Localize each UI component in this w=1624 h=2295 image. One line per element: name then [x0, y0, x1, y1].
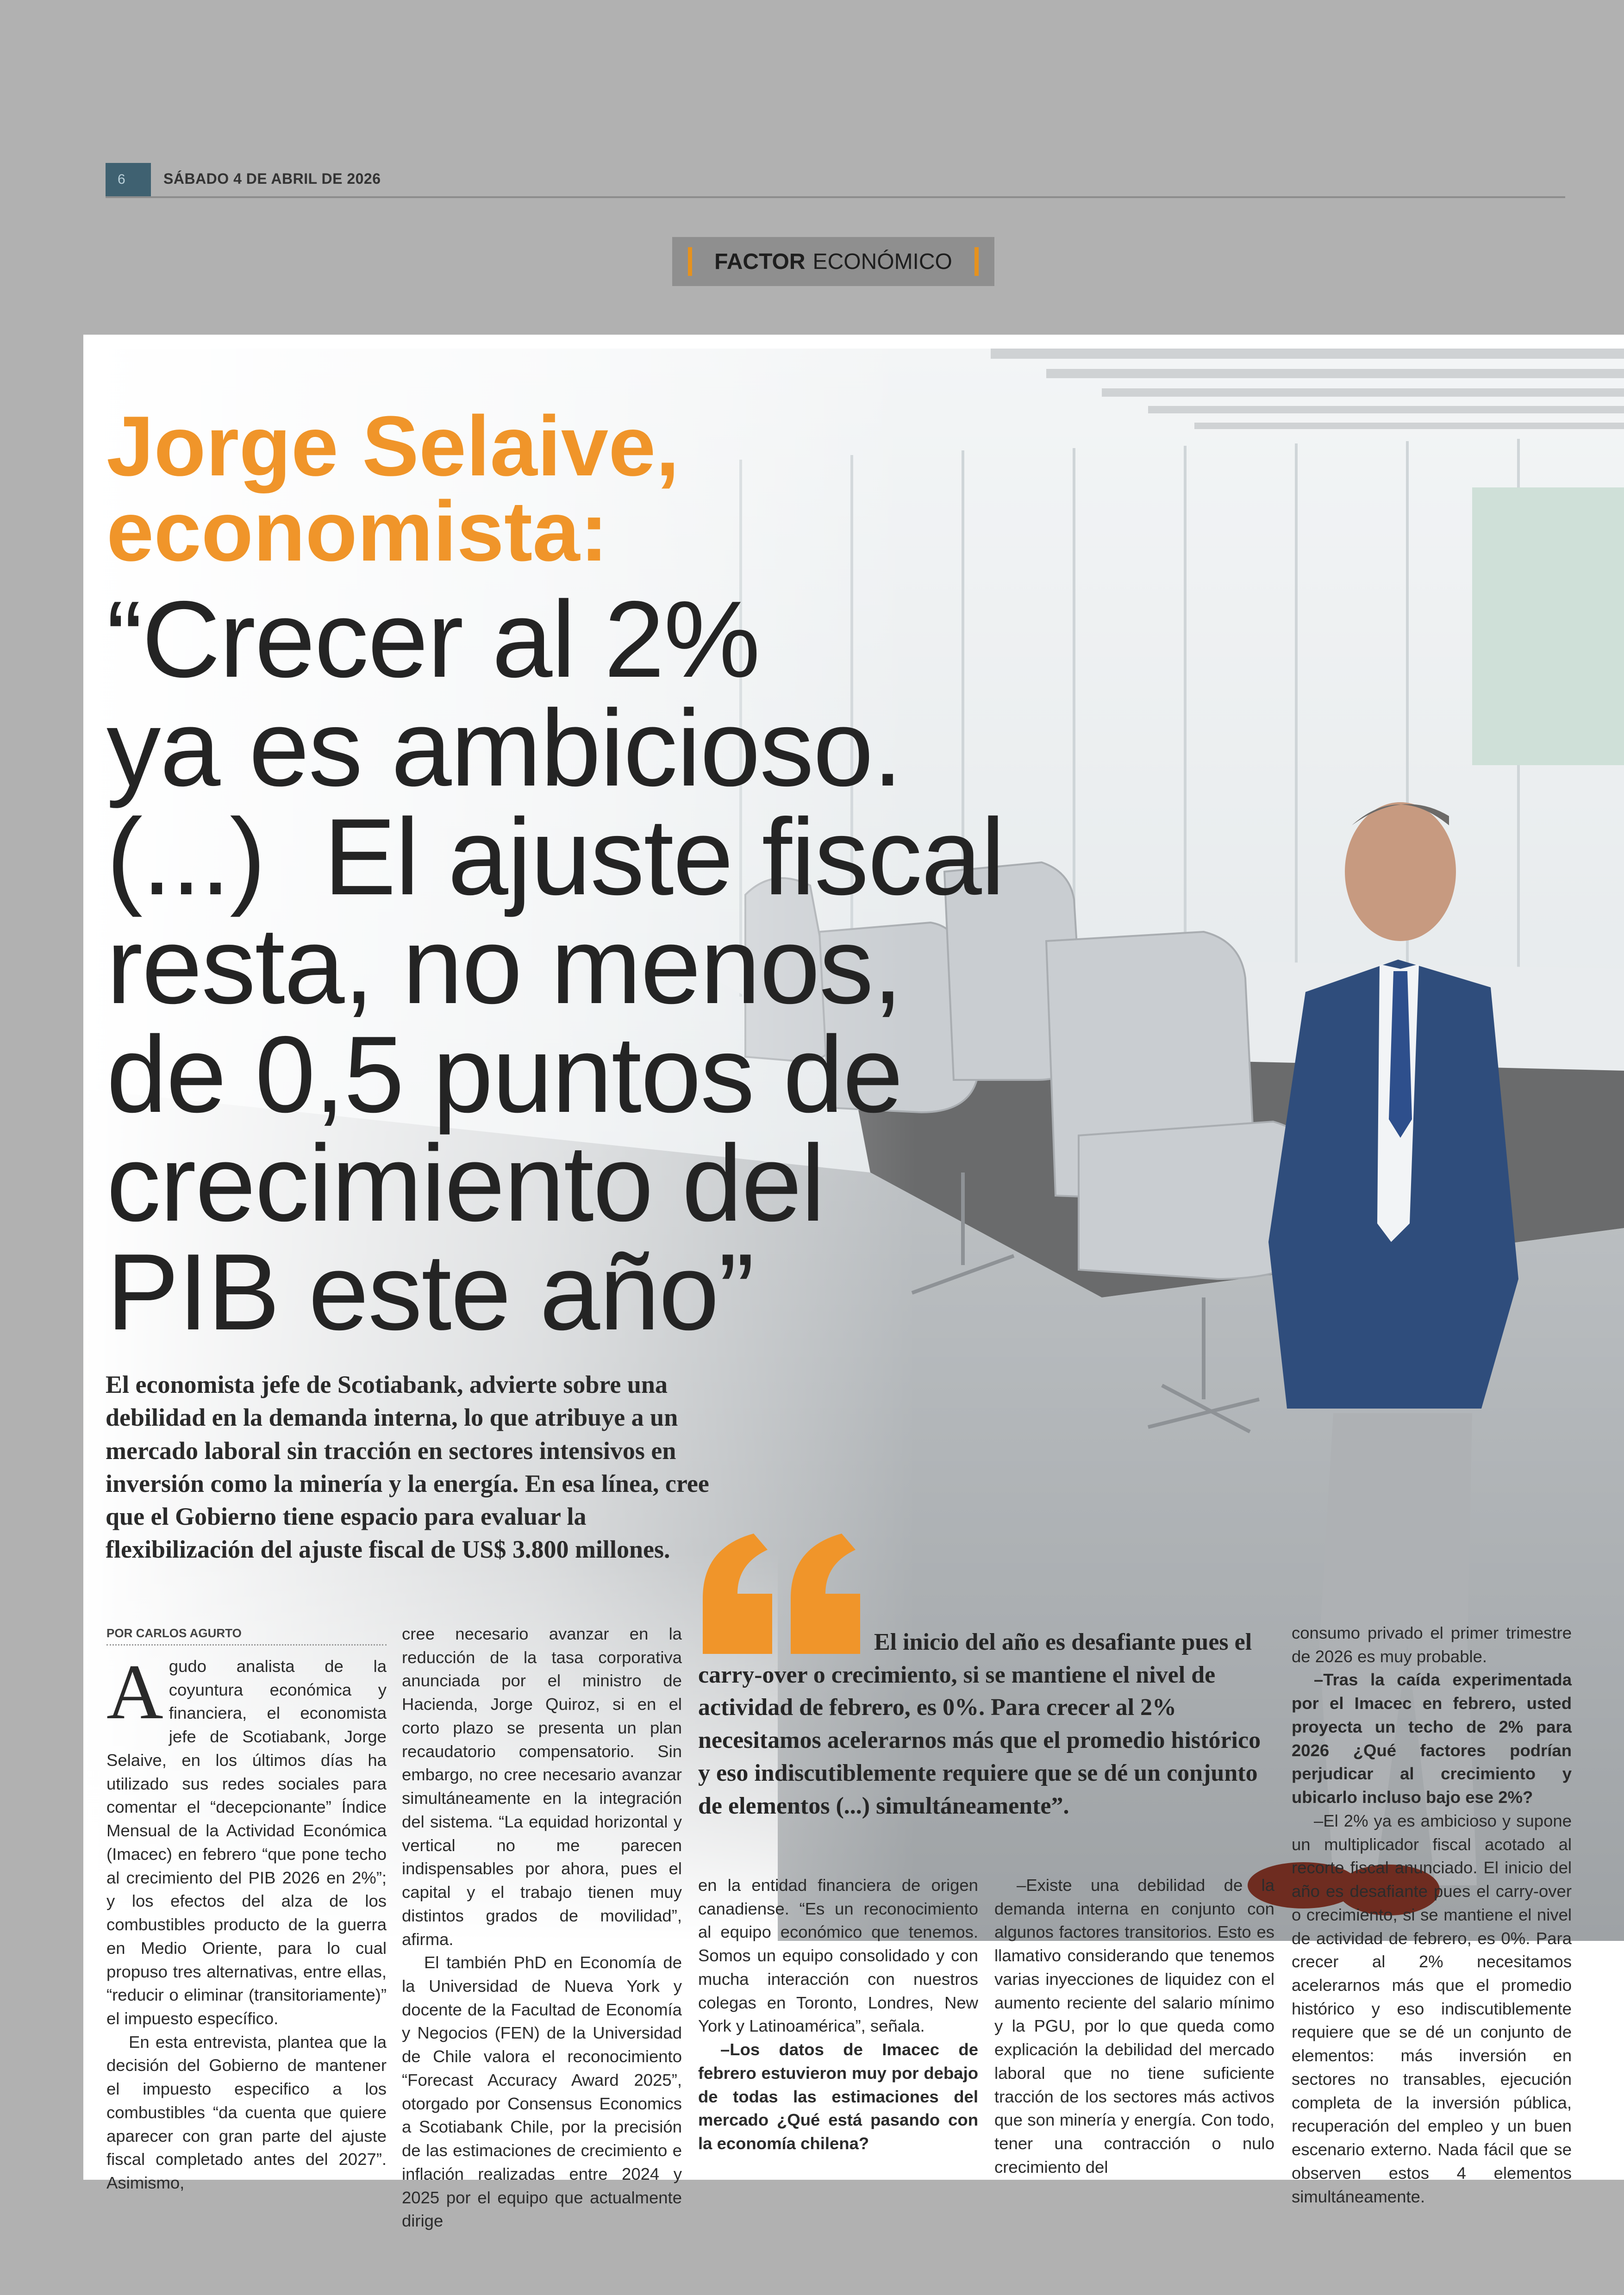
headline-line: ya es ambicioso.	[106, 687, 902, 809]
column-5	[1292, 1621, 1572, 2208]
headline	[106, 578, 1004, 1353]
pull-quote-text: El inicio del año es desafiante pues el carry-over o crecimiento, si se mantiene el nivel de actividad de febrero, es 0%. Para crecer al 2% necesitamos acelerarnos más que el promedio histórico y eso indiscutiblemente requiere que se dé un conjunto de elementos (...) simultáneamente”.	[698, 1629, 1261, 1819]
section-name-rest: ECONÓMICO	[812, 249, 952, 274]
section-name-bold: FACTOR	[714, 249, 806, 274]
page-number: 6	[106, 163, 151, 196]
headline-line: resta, no menos,	[106, 904, 902, 1026]
drop-cap: A	[106, 1648, 163, 1735]
byline: POR CARLOS AGURTO	[106, 1626, 387, 1646]
paragraph: consumo privado el primer trimestre de 2026 es muy probable.	[1292, 1623, 1572, 1666]
paragraph: El también PhD en Economía de la Universidad de Nueva York y docente de la Facultad de Economía y Negocios (FEN) de la Universidad de Chile valora el reconocimiento “Forecast Accuracy Award 2025”, otorgado por Consensus Economics a Scotiabank Chile, por la precisión de las estimaciones de crecimiento e inflación realizadas entre 2024 y 2025 por el equipo que actualmente dirige	[402, 1953, 682, 2231]
column-3	[698, 1874, 978, 2156]
headline-line: PIB este año”	[106, 1231, 754, 1353]
paragraph-text: gudo analista de la coyuntura económica y financiera, el economista jefe de Scotiabank, Jorge Selaive, en los últimos días ha utilizado sus redes sociales para comentar el “decepcionante” Índice Mensual de la Actividad Económica (Imacec) en febrero “que pone techo al crecimiento del PIB 2026 en 2%”; y los efectos del alza de los combustibles producto de la guerra en Medio Oriente, para lo cual propuso tres alternativas, entre ellas, “reducir o eliminar (transitoriamente)” el impuesto específico.	[106, 1657, 387, 2028]
question: –Los datos de Imacec de febrero estuvieron muy por debajo de todas las estimaciones del mercado ¿Qué está pasando con la economía chilena?	[698, 2040, 978, 2153]
article-lede: El economista jefe de Scotiabank, advierte sobre una debilidad en la demanda interna, lo que atribuye a un mercado laboral sin tracción en sectores intensivos en inversión como la minería y la energía. En esa línea, cree que el Gobierno tiene espacio para evaluar la flexibilización del ajuste fiscal de US$ 3.800 millones.	[106, 1371, 709, 1564]
paragraph: cree necesario avanzar en la reducción de la tasa corporativa anunciada por el ministro de Hacienda, Jorge Quiroz, si en el corto plazo se presenta un plan recaudatorio compensatorio. Sin embargo, no cree necesario avanzar simultáneamente en la integración del sistema. “La equidad horizontal y vertical no me parecen indispensables por ahora, pues el capital y el trabajo tienen muy distintos grados de movilidad”, afirma.	[402, 1624, 682, 1949]
column-2	[402, 1622, 682, 2233]
headline-line: crecimiento del	[106, 1122, 824, 1244]
paragraph: –Existe una debilidad de la demanda interna en conjunto con algunos factores transitorios. Esto es llamativo considerando que tenemos varias inyecciones de liquidez con el aumento reciente del salario mínimo y la PGU, por lo que queda como explicación la debilidad del mercado laboral que no tiene suficiente tracción de los sectores más activos que son minería y energía. Con todo, tener una contracción o nulo crecimiento del	[994, 1876, 1274, 2177]
section-tag	[672, 237, 994, 286]
article-page	[83, 335, 1624, 2231]
issue-date: SÁBADO 4 DE ABRIL DE 2026	[163, 170, 381, 187]
kicker-line-2: economista:	[106, 483, 608, 579]
section-tag-bar-right	[974, 247, 979, 276]
headline-line: (...) El ajuste fiscal	[106, 796, 1004, 917]
paragraph: En esta entrevista, plantea que la decisión del Gobierno de mantener el impuesto especifico a los combustibles “da cuenta que quiere aparecer con gran parte del ajuste fiscal completado antes del 2027”. Asimismo,	[106, 2032, 387, 2193]
headline-kicker	[106, 398, 680, 579]
question: –Tras la caída experimentada por el Imacec en febrero, usted proyecta un techo de 2% para 2026 ¿Qué factores podrían perjudicar al crecimiento y ubicarlo incluso bajo ese 2%?	[1292, 1670, 1572, 1807]
paragraph: en la entidad financiera de origen canadiense. “Es un reconocimiento al equipo económico que tenemos. Somos un equipo consolidado y con mucha interacción con nuestros colegas en Toronto, Londres, New York y Latinoamérica”, señala.	[698, 1876, 978, 2036]
kicker-line-1: Jorge Selaive,	[106, 398, 680, 493]
headline-line: de 0,5 puntos de	[106, 1013, 902, 1135]
column-4	[994, 1874, 1274, 2179]
column-1	[106, 1648, 387, 2195]
paragraph	[106, 1648, 387, 2031]
section-tag-bar-left	[688, 247, 692, 276]
headline-line: “Crecer al 2%	[106, 578, 760, 700]
page-header	[106, 163, 1565, 198]
paragraph: –El 2% ya es ambicioso y supone un multiplicador fiscal acotado al recorte fiscal anunciado. El inicio del año es desafiante pues el carry-over o crecimiento, si se mantiene el nivel de actividad de febrero, es 0%. Para crecer al 2% necesitamos acelerarnos más que el promedio histórico y eso indiscutiblemente requiere que se dé un conjunto de elementos: más inversión en sectores no transables, ejecución completa de la inversión pública, recuperación del empleo y un buen escenario externo. Nada fácil que se observen estos 4 elementos simultáneamente.	[1292, 1811, 1572, 2206]
